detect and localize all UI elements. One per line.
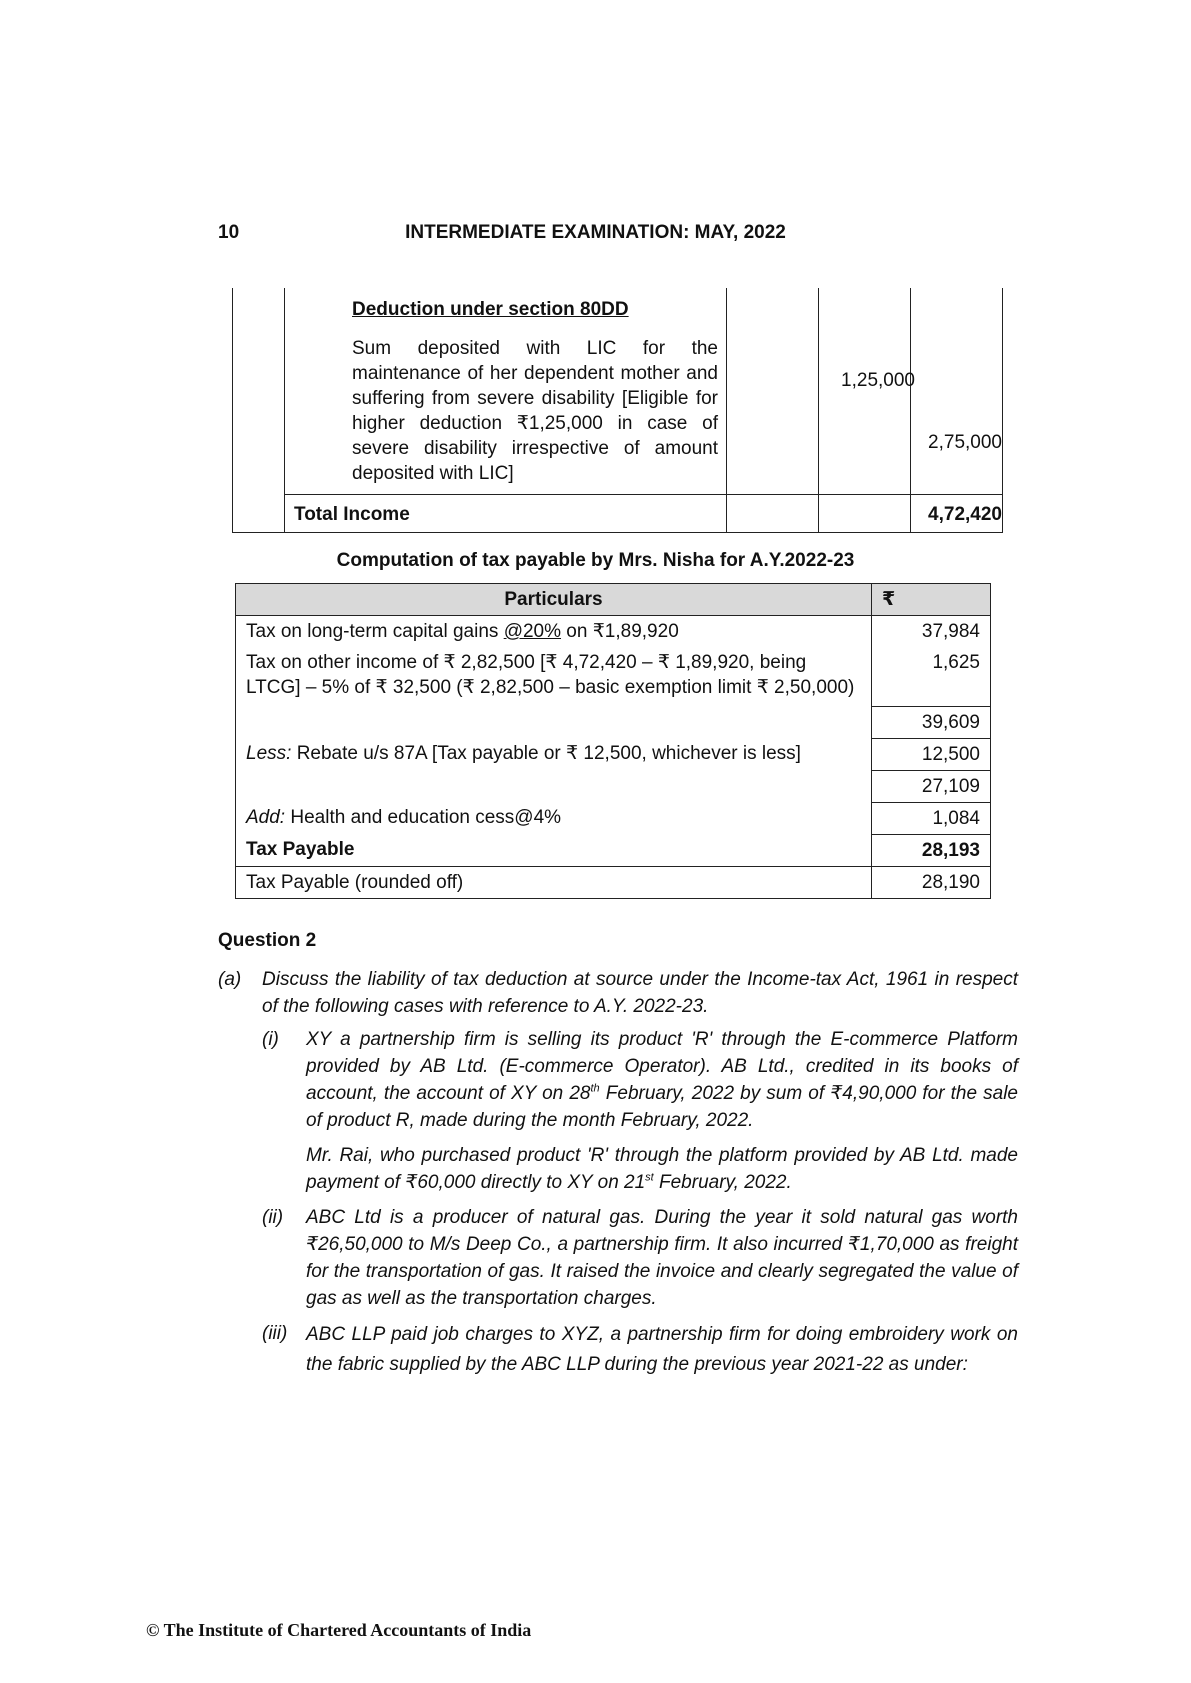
table-row: [236, 770, 991, 802]
row-tax-payable-label: Tax Payable: [236, 834, 872, 866]
row-rebate-label: [236, 738, 872, 770]
table-row: [236, 616, 991, 648]
row-rebate-amount: 12,500: [872, 738, 991, 770]
rebate-prefix: Less:: [246, 743, 292, 764]
total-income-label: Total Income: [294, 504, 410, 525]
row-subtotal2-label: [236, 770, 872, 802]
table-row: [236, 866, 991, 898]
footer-copyright: © The Institute of Chartered Accountants of India: [146, 1620, 532, 1640]
table-row: [236, 647, 991, 706]
row-ltcg-label: [236, 616, 872, 648]
table-rule: [232, 532, 1002, 533]
deduction-description: Sum deposited with LIC for the maintenance of her dependent mother and suffering from severe disability [Eligible for higher deduction ₹1,25,000 in case of severe disability irrespective of amount deposited with LIC]: [352, 338, 718, 484]
case-i-text: [306, 1026, 1018, 1134]
table-rule: [284, 288, 285, 533]
ltcg-text-post: on ₹1,89,920: [561, 621, 679, 642]
table-row: [236, 802, 991, 834]
row-rounded-amount: 28,190: [872, 866, 991, 898]
tax-table-caption: Computation of tax payable by Mrs. Nisha for A.Y.2022-23: [336, 550, 855, 571]
col-particulars: Particulars: [236, 584, 872, 616]
ltcg-text-pre: Tax on long-term capital gains: [246, 621, 504, 642]
row-other-income-amount: 1,625: [872, 647, 991, 706]
case-ii-label: (ii): [262, 1207, 284, 1228]
table-header-row: [236, 584, 991, 616]
total-income-amount: 4,72,420: [928, 504, 1002, 525]
case-ii-text: ABC Ltd is a producer of natural gas. During the year it sold natural gas worth ₹26,50,000 to M/s Deep Co., a partnership firm. It also incurred ₹1,70,000 as freight for the transportation of gas. It raised the invoice and clearly segregated the value of gas as well as the transportation charges.: [306, 1207, 1018, 1309]
case-i-text-b: [306, 1142, 1018, 1196]
part-a-text: Discuss the liability of tax deduction at source under the Income-tax Act, 1961 in respect of the following cases with reference to A.Y. 2022-23.: [262, 969, 1018, 1017]
table-rule: [818, 288, 819, 533]
cess-prefix: Add:: [246, 807, 286, 828]
case-iii-label: (iii): [262, 1323, 288, 1344]
case-i-text-2: February, 2022 by sum of ₹4,90,000 for the sale of product R, made during the month February, 2022.: [306, 1083, 1018, 1131]
income-table: [232, 288, 1002, 533]
table-row: [236, 834, 991, 866]
question-title: Question 2: [218, 930, 317, 951]
cess-text: Health and education cess@4%: [285, 807, 562, 828]
row-subtotal1-label: [236, 706, 872, 738]
row-tax-payable-amount: 28,193: [872, 834, 991, 866]
deduction-heading: Deduction under section 80DD: [352, 299, 629, 320]
page-header-title: INTERMEDIATE EXAMINATION: MAY, 2022: [405, 222, 786, 243]
table-rule: [726, 288, 727, 533]
table-row: [236, 706, 991, 738]
part-a-label: (a): [218, 969, 242, 990]
table-rule: [1002, 288, 1003, 533]
col-amount: ₹: [872, 584, 991, 616]
row-subtotal2-amount: 27,109: [872, 770, 991, 802]
case-i-text-3: Mr. Rai, who purchased product 'R' through the platform provided by AB Ltd. made payment of ₹60,000 directly to XY on 21: [306, 1145, 1018, 1193]
row-ltcg-amount: 37,984: [872, 616, 991, 648]
row-cess-label: [236, 802, 872, 834]
case-i-sup-1: th: [590, 1082, 600, 1095]
case-i-text-4: February, 2022.: [653, 1172, 792, 1193]
ltcg-rate: @20%: [503, 621, 562, 642]
tax-computation-table: [235, 583, 991, 899]
table-rule: [910, 288, 911, 533]
row-rounded-label: Tax Payable (rounded off): [236, 866, 872, 898]
case-iii-text: ABC LLP paid job charges to XYZ, a partnership firm for doing embroidery work on the fabric supplied by the ABC LLP during the previous year 2021-22 as under:: [306, 1324, 1018, 1375]
rebate-text: Rebate u/s 87A [Tax payable or ₹ 12,500, whichever is less]: [291, 743, 801, 764]
page-number: 10: [218, 222, 240, 243]
row-cess-amount: 1,084: [872, 802, 991, 834]
row-subtotal1-amount: 39,609: [872, 706, 991, 738]
table-row: [236, 738, 991, 770]
table-rule: [232, 288, 233, 533]
table-rule: [284, 494, 1002, 495]
subtotal-amount: 2,75,000: [928, 432, 1002, 453]
case-i-sup-2: st: [645, 1171, 654, 1184]
row-other-income-label: Tax on other income of ₹ 2,82,500 [₹ 4,72,420 – ₹ 1,89,920, being LTCG] – 5% of ₹ 32,500 (₹ 2,82,500 – basic exemption limit ₹ 2,50,000): [236, 647, 872, 706]
deduction-amount: 1,25,000: [841, 370, 915, 391]
case-i-label: (i): [262, 1029, 279, 1050]
case-i-text-1: XY a partnership firm is selling its product 'R' through the E-commerce Platform provided by AB Ltd. (E-commerce Operator). AB Ltd., credited in its books of account, the account of XY on 28: [306, 1029, 1018, 1104]
